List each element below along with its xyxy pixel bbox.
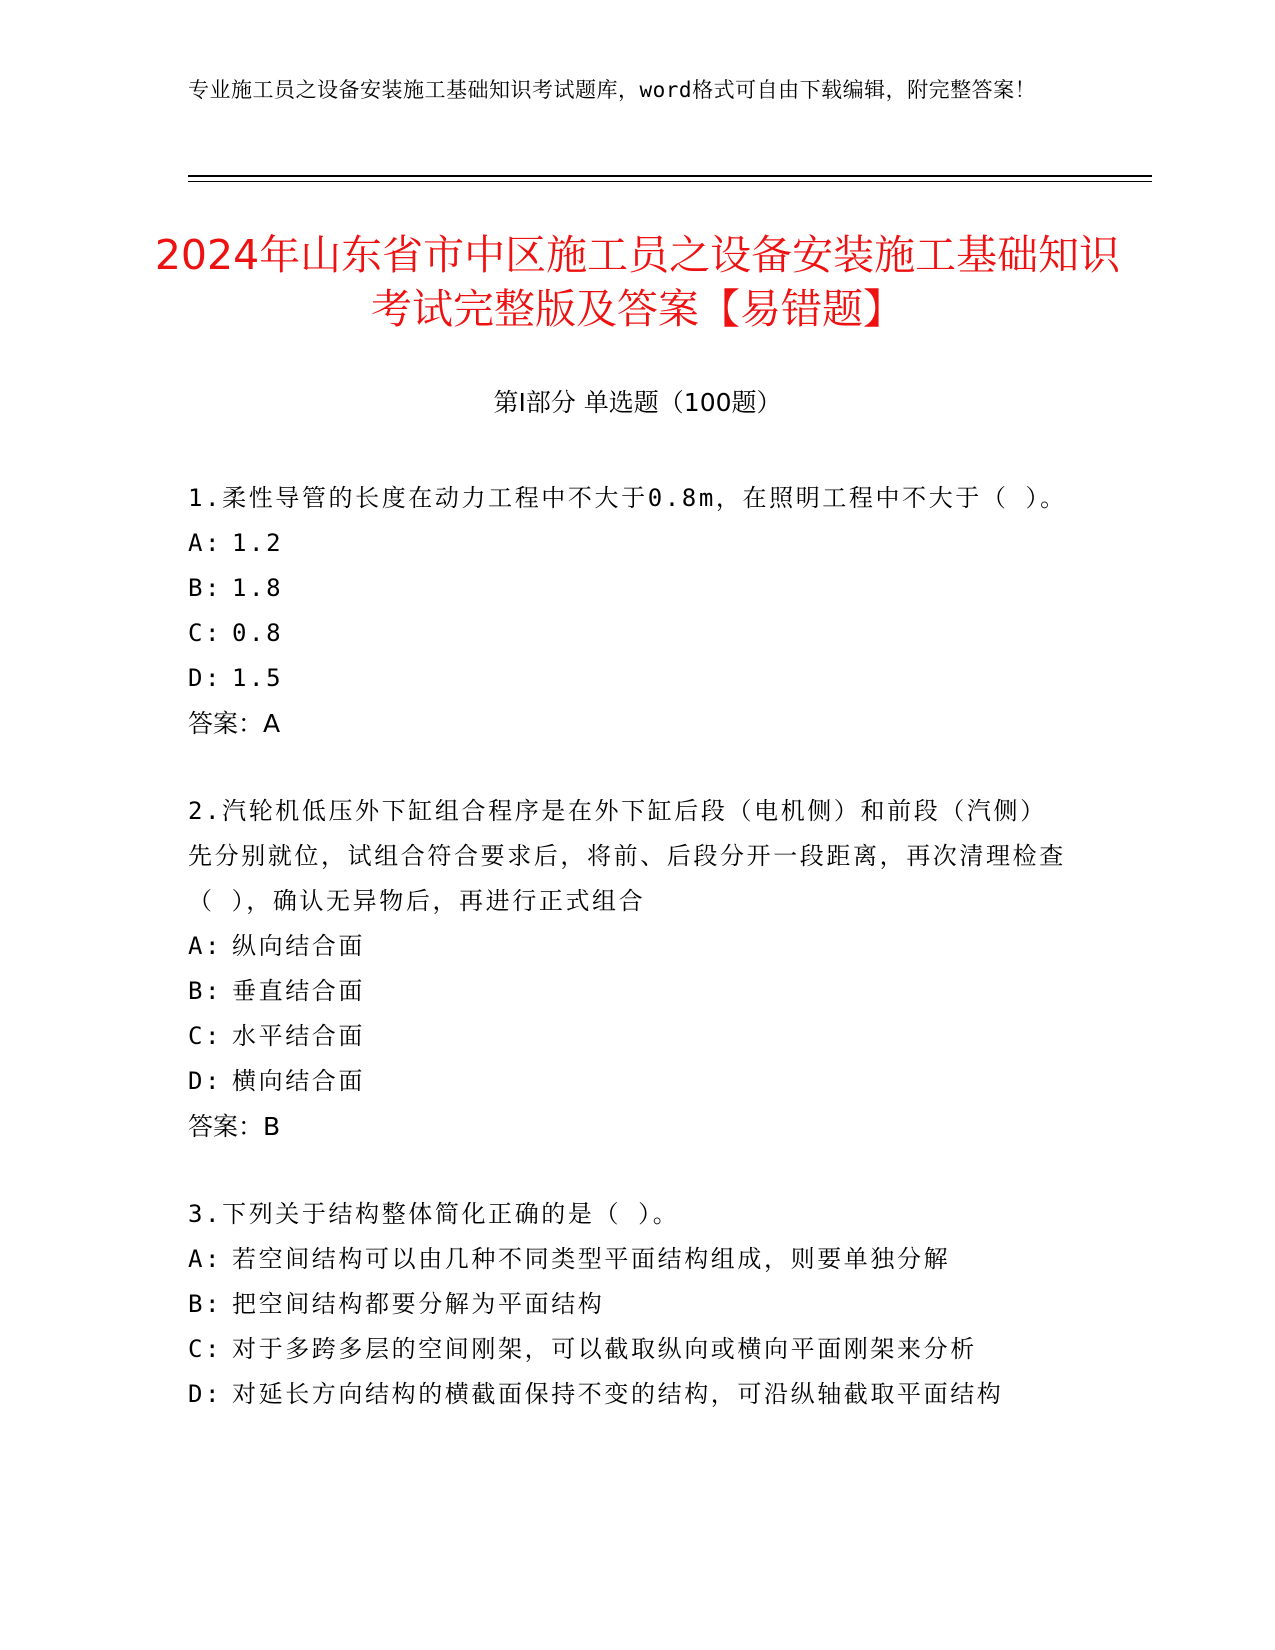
option-d: [188, 1372, 1068, 1417]
section-heading: 第Ⅰ部分 单选题（100题）: [493, 388, 782, 417]
option-text: 对延长方向结构的横截面保持不变的结构，可沿纵轴截取平面结构: [232, 1380, 1004, 1408]
option-d: [188, 1059, 1068, 1104]
option-key: B:: [188, 977, 223, 1005]
option-text: 1.2: [232, 529, 284, 557]
option-key: A:: [188, 1245, 223, 1273]
option-b: [188, 969, 1068, 1014]
option-key: A:: [188, 529, 223, 557]
option-text: 1.8: [232, 574, 284, 602]
option-text: 水平结合面: [232, 1022, 365, 1050]
option-d: [188, 656, 1068, 701]
question-2: [188, 789, 1068, 1149]
option-key: A:: [188, 932, 223, 960]
document-title: 2024年山东省市中区施工员之设备安装施工基础知识考试完整版及答案【易错题】: [154, 231, 1121, 333]
option-a: [188, 1237, 1068, 1282]
option-c: [188, 1327, 1068, 1372]
option-key: C:: [188, 1022, 223, 1050]
option-a: [188, 924, 1068, 969]
question-stem: 2.汽轮机低压外下缸组合程序是在外下缸后段（电机侧）和前段（汽侧）先分别就位，试组合符合要求后，将前、后段分开一段距离，再次清理检查（ ），确认无异物后，再进行正式组合: [188, 797, 1066, 915]
option-text: 垂直结合面: [232, 977, 365, 1005]
answer: 答案：A: [188, 709, 281, 738]
question-1: [188, 476, 1068, 746]
question-list: [188, 476, 1068, 1460]
option-c: [188, 1014, 1068, 1059]
option-key: B:: [188, 1290, 223, 1318]
option-text: 横向结合面: [232, 1067, 365, 1095]
option-text: 0.8: [232, 619, 284, 647]
option-text: 对于多跨多层的空间刚架，可以截取纵向或横向平面刚架来分析: [232, 1335, 977, 1363]
option-text: 纵向结合面: [232, 932, 365, 960]
option-key: B:: [188, 574, 223, 602]
option-key: C:: [188, 1335, 223, 1363]
option-b: [188, 1282, 1068, 1327]
option-key: D:: [188, 1067, 223, 1095]
answer: 答案：B: [188, 1112, 281, 1141]
option-key: D:: [188, 664, 223, 692]
option-text: 把空间结构都要分解为平面结构: [232, 1290, 605, 1318]
question-3: [188, 1192, 1068, 1417]
option-c: [188, 611, 1068, 656]
option-key: D:: [188, 1380, 223, 1408]
option-b: [188, 566, 1068, 611]
option-text: 若空间结构可以由几种不同类型平面结构组成，则要单独分解: [232, 1245, 951, 1273]
question-stem: 1.柔性导管的长度在动力工程中不大于0.8m，在照明工程中不大于（ ）。: [188, 484, 1067, 512]
header-note: 专业施工员之设备安装施工基础知识考试题库，word格式可自由下载编辑，附完整答案！: [188, 78, 1037, 102]
header-divider-thick: [188, 175, 1152, 177]
header-divider-thin: [188, 181, 1152, 182]
question-stem: 3.下列关于结构整体简化正确的是（ ）。: [188, 1200, 680, 1228]
option-key: C:: [188, 619, 223, 647]
option-text: 1.5: [232, 664, 284, 692]
option-a: [188, 521, 1068, 566]
